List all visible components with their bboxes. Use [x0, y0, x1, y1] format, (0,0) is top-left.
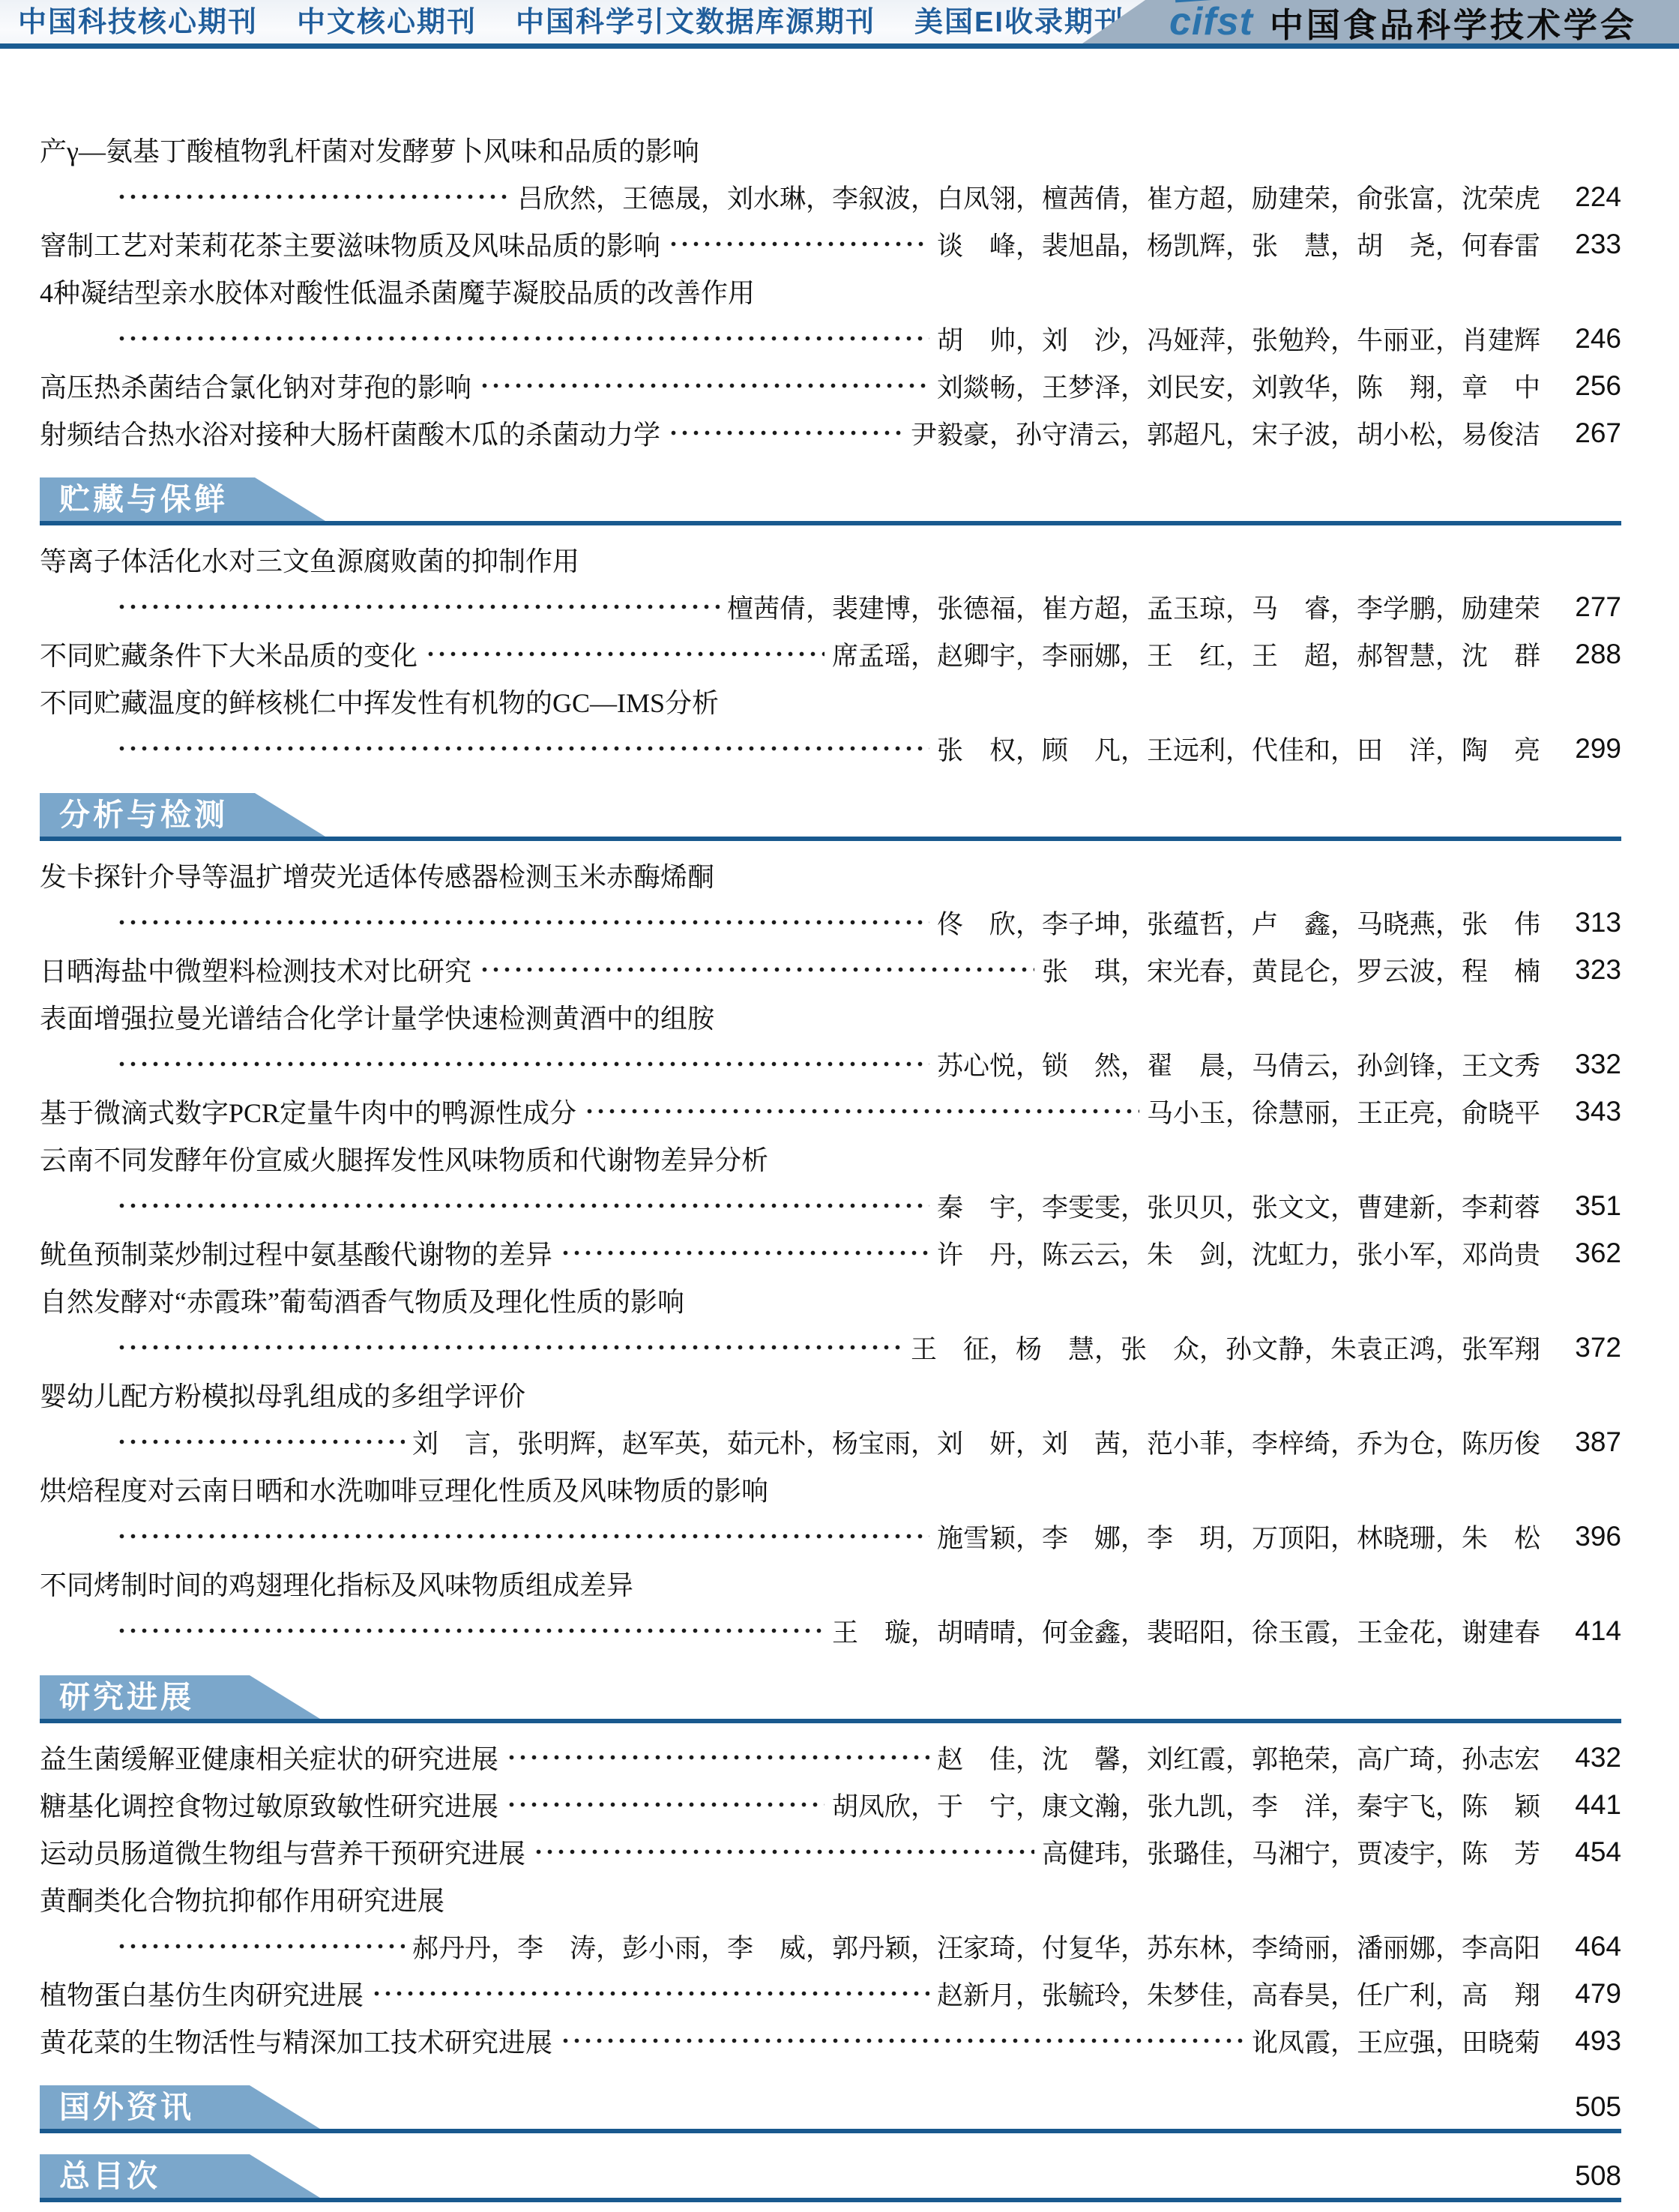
dot-leader — [116, 909, 929, 936]
article-authors: 刘 言，张明辉，赵军英，茹元朴，杨宝雨，刘 妍，刘 茜，范小菲，李梓绮，乔为仓，陈历俊 — [412, 1429, 1540, 1459]
article-page: 432 — [1575, 1741, 1621, 1773]
article-page: 332 — [1575, 1048, 1621, 1079]
dot-leader — [116, 1618, 825, 1645]
toc-entry-title-line — [40, 1465, 1621, 1513]
toc-entry-author-line — [40, 583, 1621, 630]
toc-entry-title-line — [40, 852, 1621, 899]
toc-entry-line — [40, 1828, 1621, 1875]
toc-entry-line — [40, 1970, 1621, 2017]
article-authors: 郝丹丹，李 涛，彭小雨，李 威，郭丹颖，汪家琦，付复华，苏东林，李绮丽，潘丽娜，李高阳 — [412, 1933, 1540, 1963]
article-authors: 马小玉，徐慧丽，王正亮，俞晓平 — [1146, 1098, 1540, 1128]
article-page: 246 — [1575, 322, 1621, 354]
toc-entry-title-line — [40, 993, 1621, 1040]
dot-leader — [116, 1334, 903, 1361]
article-authors: 王 征，杨 慧，张 众，孙文静，朱袁正鸿，张军翔 — [910, 1334, 1540, 1364]
article-page: 454 — [1575, 1836, 1621, 1867]
dot-leader — [116, 1523, 929, 1550]
article-authors: 苏心悦，锁 然，翟 晨，马倩云，孙剑锋，王文秀 — [936, 1051, 1540, 1081]
article-authors: 席孟瑶，赵卿宇，李丽娜，王 红，王 超，郝智慧，沈 群 — [831, 641, 1540, 671]
dot-leader — [116, 325, 929, 352]
article-page: 343 — [1575, 1095, 1621, 1127]
article-page: 313 — [1575, 906, 1621, 938]
article-title: 日晒海盐中微塑料检测技术对比研究 — [40, 956, 472, 986]
article-title: 基于微滴式数字PCR定量牛肉中的鸭源性成分 — [40, 1098, 577, 1128]
article-authors: 许 丹，陈云云，朱 剑，沈虹力，张小军，邓尚贵 — [936, 1240, 1540, 1270]
dot-leader — [116, 1933, 405, 1960]
toc-entry-title-line — [40, 1875, 1621, 1923]
article-title: 窨制工艺对茉莉花茶主要滋味物质及风味品质的影响 — [40, 231, 661, 261]
toc-entry-author-line — [40, 1923, 1621, 1970]
badge-chinese-core: 中文核心期刊 — [297, 7, 477, 38]
toc-entry-line — [40, 220, 1621, 268]
article-title: 不同贮藏条件下大米品质的变化 — [40, 641, 418, 671]
badge-cscd: 中国科学引文数据库源期刊 — [516, 7, 876, 38]
article-page: 256 — [1575, 370, 1621, 401]
dot-leader — [116, 1429, 405, 1456]
dot-leader — [479, 956, 1034, 983]
section-page-number: 508 — [1575, 2160, 1621, 2191]
article-authors: 檀茜倩，裴建博，张德福，崔方超，孟玉琼，马 睿，李学鹏，励建荣 — [726, 594, 1540, 624]
section-rule — [40, 2198, 1621, 2202]
article-title: 云南不同发酵年份宣威火腿挥发性风味物质和代谢物差异分析 — [40, 1145, 769, 1175]
article-page: 493 — [1575, 2025, 1621, 2056]
section-title: 研究进展 — [59, 1680, 194, 1714]
article-title: 运动员肠道微生物组与营养干预研究进展 — [40, 1839, 526, 1869]
toc-entry-line — [40, 1781, 1621, 1828]
section-title: 分析与检测 — [59, 798, 228, 832]
dot-leader — [116, 1193, 929, 1220]
dot-leader — [533, 1839, 1034, 1866]
article-title: 黄酮类化合物抗抑郁作用研究进展 — [40, 1886, 445, 1916]
article-authors: 胡凤欣，于 宁，康文瀚，张九凯，李 洋，秦宇飞，陈 颖 — [831, 1791, 1540, 1821]
toc-entry-line — [40, 2017, 1621, 2064]
article-authors: 谈 峰，裴旭晶，杨凯辉，张 慧，胡 尧，何春雷 — [936, 231, 1540, 261]
article-page: 464 — [1575, 1930, 1621, 1962]
article-authors: 赵新月，张毓玲，朱梦佳，高春昊，任广利，高 翔 — [936, 1980, 1540, 2010]
article-title: 发卡探针介导等温扩增荧光适体传感器检测玉米赤酶烯酮 — [40, 862, 715, 892]
toc-entry-author-line — [40, 725, 1621, 772]
article-title: 等离子体活化水对三文鱼源腐败菌的抑制作用 — [40, 546, 580, 576]
toc-entry-title-line — [40, 1371, 1621, 1418]
article-authors: 讹凤霞，王应强，田晓菊 — [1251, 2028, 1540, 2058]
badge-core-journal: 中国科技核心期刊 — [18, 7, 259, 38]
cifst-logo-icon: cifst — [1169, 0, 1253, 43]
dot-leader — [116, 735, 929, 762]
dot-leader — [479, 373, 929, 400]
article-authors: 胡 帅，刘 沙，冯娅萍，张勉羚，牛丽亚，肖建辉 — [936, 325, 1540, 355]
index-badges — [18, 3, 1163, 42]
toc-entry-author-line — [40, 315, 1621, 362]
toc-entry-title-line — [40, 1560, 1621, 1607]
article-authors: 吕欣然，王德晟，刘水琳，李叙波，白凤翎，檀茜倩，崔方超，励建荣，俞张富，沈荣虎 — [516, 184, 1540, 214]
article-authors: 高健玮，张璐佳，马湘宁，贾凌宇，陈 芳 — [1041, 1839, 1540, 1869]
article-page: 387 — [1575, 1426, 1621, 1457]
article-page: 233 — [1575, 228, 1621, 259]
toc-entry-line — [40, 1088, 1621, 1135]
section-banner — [40, 793, 255, 837]
section-rule — [40, 1719, 1621, 1723]
toc-entry-line — [40, 362, 1621, 409]
dot-leader — [668, 231, 929, 258]
toc — [40, 126, 1621, 2202]
society-name: 中国食品科学技术学会 — [1269, 5, 1637, 44]
toc-entry-author-line — [40, 1182, 1621, 1229]
section-title: 贮藏与保鲜 — [59, 482, 228, 516]
badge-ei: 美国EI收录期刊 — [914, 7, 1124, 38]
article-page: 441 — [1575, 1788, 1621, 1820]
article-title: 产γ—氨基丁酸植物乳杆菌对发酵萝卜风味和品质的影响 — [40, 136, 699, 166]
article-title: 射频结合热水浴对接种大肠杆菌酸木瓜的杀菌动力学 — [40, 420, 661, 450]
section-block — [40, 793, 1621, 841]
society-banner — [1145, 0, 1679, 43]
article-authors: 赵 佳，沈 馨，刘红霞，郭艳荣，高广琦，孙志宏 — [936, 1744, 1540, 1774]
journal-header — [0, 0, 1679, 43]
article-page: 267 — [1575, 417, 1621, 448]
section-title: 总目次 — [59, 2159, 160, 2193]
article-title: 益生菌缓解亚健康相关症状的研究进展 — [40, 1744, 499, 1774]
toc-entry-title-line — [40, 536, 1621, 583]
dot-leader — [116, 1051, 929, 1078]
article-authors: 张 权，顾 凡，王远利，代佳和，田 洋，陶 亮 — [936, 735, 1540, 765]
toc-entry-author-line — [40, 1418, 1621, 1465]
section-banner — [40, 2085, 250, 2129]
toc-entry-author-line — [40, 1040, 1621, 1088]
toc-entry-line — [40, 630, 1621, 678]
section-block — [40, 2085, 1621, 2133]
toc-entry-title-line — [40, 1277, 1621, 1324]
section-block — [40, 2154, 1621, 2202]
section-page-number: 505 — [1575, 2091, 1621, 2122]
article-title: 植物蛋白基仿生肉研究进展 — [40, 1980, 364, 2010]
section-banner — [40, 2154, 250, 2198]
section-banner — [40, 477, 255, 521]
toc-entry-line — [40, 946, 1621, 993]
article-title: 烘焙程度对云南日晒和水洗咖啡豆理化性质及风味物质的影响 — [40, 1476, 769, 1506]
article-title: 不同烤制时间的鸡翅理化指标及风味物质组成差异 — [40, 1570, 634, 1600]
article-title: 黄花菜的生物活性与精深加工技术研究进展 — [40, 2028, 553, 2058]
article-title: 高压热杀菌结合氯化钠对芽孢的影响 — [40, 373, 472, 403]
article-page: 351 — [1575, 1190, 1621, 1221]
toc-entry-author-line — [40, 1513, 1621, 1560]
section-rule — [40, 521, 1621, 525]
toc-entry-line — [40, 1734, 1621, 1781]
article-page: 288 — [1575, 638, 1621, 669]
toc-entry-line — [40, 1229, 1621, 1277]
article-authors: 张 琪，宋光春，黄昆仑，罗云波，程 楠 — [1041, 956, 1540, 986]
toc-entry-title-line — [40, 268, 1621, 315]
section-block — [40, 1675, 1621, 1723]
dot-leader — [584, 1098, 1139, 1125]
article-authors: 施雪颖，李 娜，李 玥，万顶阳，林晓珊，朱 松 — [936, 1523, 1540, 1553]
section-block — [40, 477, 1621, 525]
article-page: 414 — [1575, 1615, 1621, 1646]
article-authors: 刘燚畅，王梦泽，刘民安，刘敦华，陈 翔，章 中 — [936, 373, 1540, 403]
dot-leader — [560, 1240, 929, 1267]
article-title: 不同贮藏温度的鲜核桃仁中挥发性有机物的GC—IMS分析 — [40, 688, 720, 718]
dot-leader — [425, 641, 825, 668]
article-page: 396 — [1575, 1520, 1621, 1552]
section-title: 国外资讯 — [59, 2090, 194, 2124]
article-page: 224 — [1575, 181, 1621, 212]
article-title: 自然发酵对“赤霞珠”葡萄酒香气物质及理化性质的影响 — [40, 1287, 684, 1317]
article-title: 4种凝结型亲水胶体对酸性低温杀菌魔芋凝胶品质的改善作用 — [40, 278, 756, 308]
article-page: 362 — [1575, 1237, 1621, 1268]
toc-entry-author-line — [40, 1607, 1621, 1654]
dot-leader — [371, 1980, 929, 2007]
toc-entry-author-line — [40, 173, 1621, 220]
article-title: 鱿鱼预制菜炒制过程中氨基酸代谢物的差异 — [40, 1240, 553, 1270]
article-authors: 尹毅豪，孙守清云，郭超凡，宋子波，胡小松，易俊洁 — [910, 420, 1540, 450]
toc-entry-line — [40, 409, 1621, 456]
article-page: 299 — [1575, 732, 1621, 764]
toc-entry-title-line — [40, 126, 1621, 173]
dot-leader — [116, 594, 720, 621]
article-title: 表面增强拉曼光谱结合化学计量学快速检测黄酒中的组胺 — [40, 1004, 715, 1034]
dot-leader — [116, 184, 510, 211]
dot-leader — [506, 1791, 825, 1818]
dot-leader — [506, 1744, 929, 1771]
article-authors: 秦 宇，李雯雯，张贝贝，张文文，曹建新，李莉蓉 — [936, 1193, 1540, 1223]
toc-entry-author-line — [40, 1324, 1621, 1371]
article-page: 277 — [1575, 591, 1621, 622]
toc-entry-title-line — [40, 678, 1621, 725]
article-page: 479 — [1575, 1977, 1621, 2009]
section-rule — [40, 837, 1621, 841]
dot-leader — [668, 420, 903, 447]
section-banner — [40, 1675, 250, 1719]
toc-entry-title-line — [40, 1135, 1621, 1182]
article-page: 372 — [1575, 1331, 1621, 1363]
section-rule — [40, 2129, 1621, 2133]
article-authors: 王 璇，胡晴晴，何金鑫，裴昭阳，徐玉霞，王金花，谢建春 — [831, 1618, 1540, 1648]
toc-entry-author-line — [40, 899, 1621, 946]
article-page: 323 — [1575, 953, 1621, 985]
dot-leader — [560, 2028, 1244, 2055]
article-authors: 佟 欣，李子坤，张蕴哲，卢 鑫，马晓燕，张 伟 — [936, 909, 1540, 939]
article-title: 糖基化调控食物过敏原致敏性研究进展 — [40, 1791, 499, 1821]
article-title: 婴幼儿配方粉模拟母乳组成的多组学评价 — [40, 1381, 526, 1411]
